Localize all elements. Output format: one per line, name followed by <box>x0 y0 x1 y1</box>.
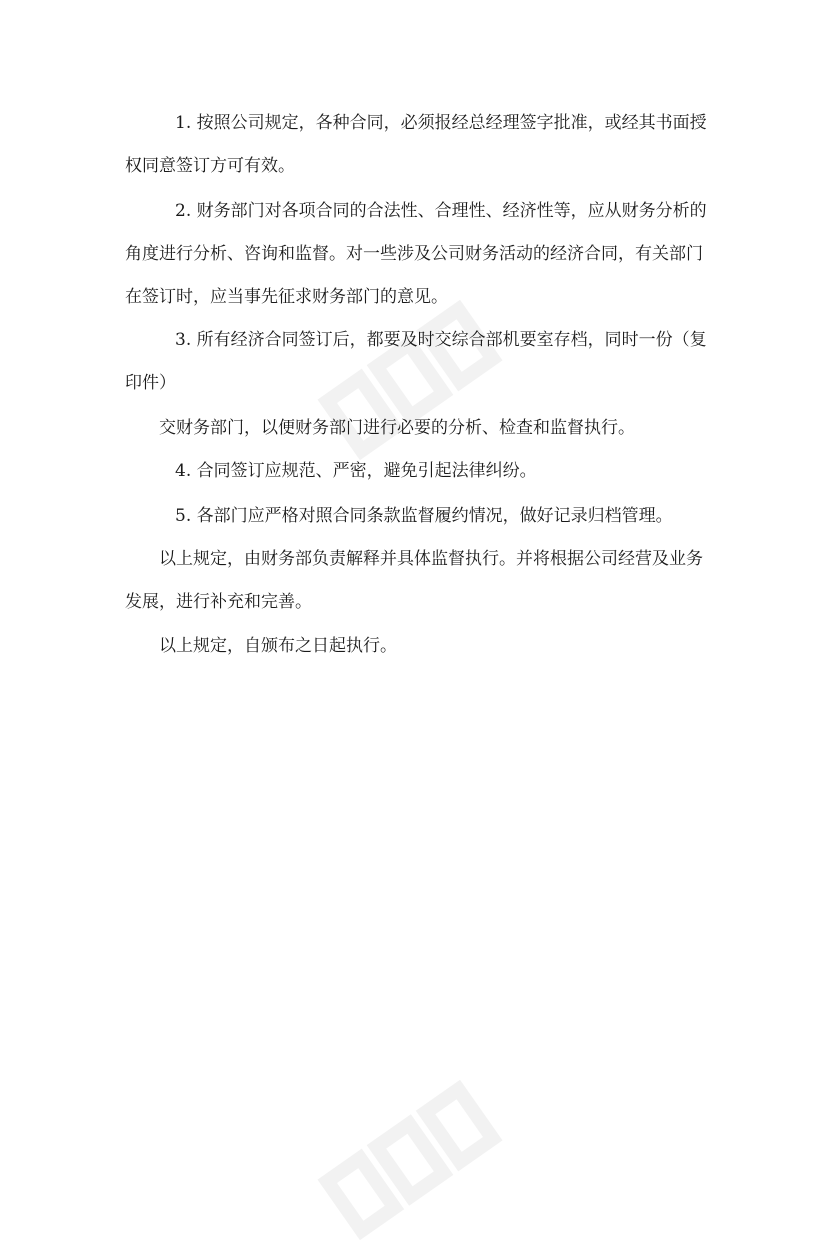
paragraph-3-line-1: 3. 所有经济合同签订后，都要及时交综合部机要室存档，同时一份（复 <box>175 330 707 350</box>
paragraph-closing-2-line-1: 以上规定，自颁布之日起执行。 <box>159 636 397 656</box>
paragraph-closing-2 <box>159 625 744 668</box>
paragraph-closing-1 <box>125 538 710 624</box>
watermark-mark-bottom <box>300 1080 520 1240</box>
paragraph-4-line-1: 4. 合同签订应规范、严密，避免引起法律纠纷。 <box>175 461 537 481</box>
paragraph-2-line-3: 在签订时，应当事先征求财务部门的意见。 <box>125 287 448 307</box>
paragraph-4 <box>125 450 710 493</box>
paragraph-5 <box>125 495 710 538</box>
paragraph-1 <box>125 102 710 188</box>
paragraph-3-continuation-line: 交财务部门，以便财务部门进行必要的分析、检查和监督执行。 <box>159 418 635 438</box>
paragraph-5-line-1: 5. 各部门应严格对照合同条款监督履约情况，做好记录归档管理。 <box>175 506 673 526</box>
paragraph-2-line-2: 角度进行分析、咨询和监督。对一些涉及公司财务活动的经济合同，有关部门 <box>125 244 703 264</box>
paragraph-3 <box>125 319 710 405</box>
paragraph-2 <box>125 190 710 319</box>
paragraph-2-line-1: 2. 财务部门对各项合同的合法性、合理性、经济性等，应从财务分析的 <box>175 201 707 221</box>
paragraph-3-continuation <box>159 407 744 450</box>
paragraph-closing-1-line-1: 以上规定，由财务部负责解释并具体监督执行。并将根据公司经营及业务 <box>159 549 703 569</box>
paragraph-1-line-2: 权同意签订方可有效。 <box>125 156 295 176</box>
paragraph-closing-1-line-2: 发展，进行补充和完善。 <box>125 592 312 612</box>
paragraph-3-line-2: 印件） <box>125 373 176 393</box>
paragraph-1-line-1: 1. 按照公司规定，各种合同，必须报经总经理签字批准，或经其书面授 <box>175 113 707 133</box>
